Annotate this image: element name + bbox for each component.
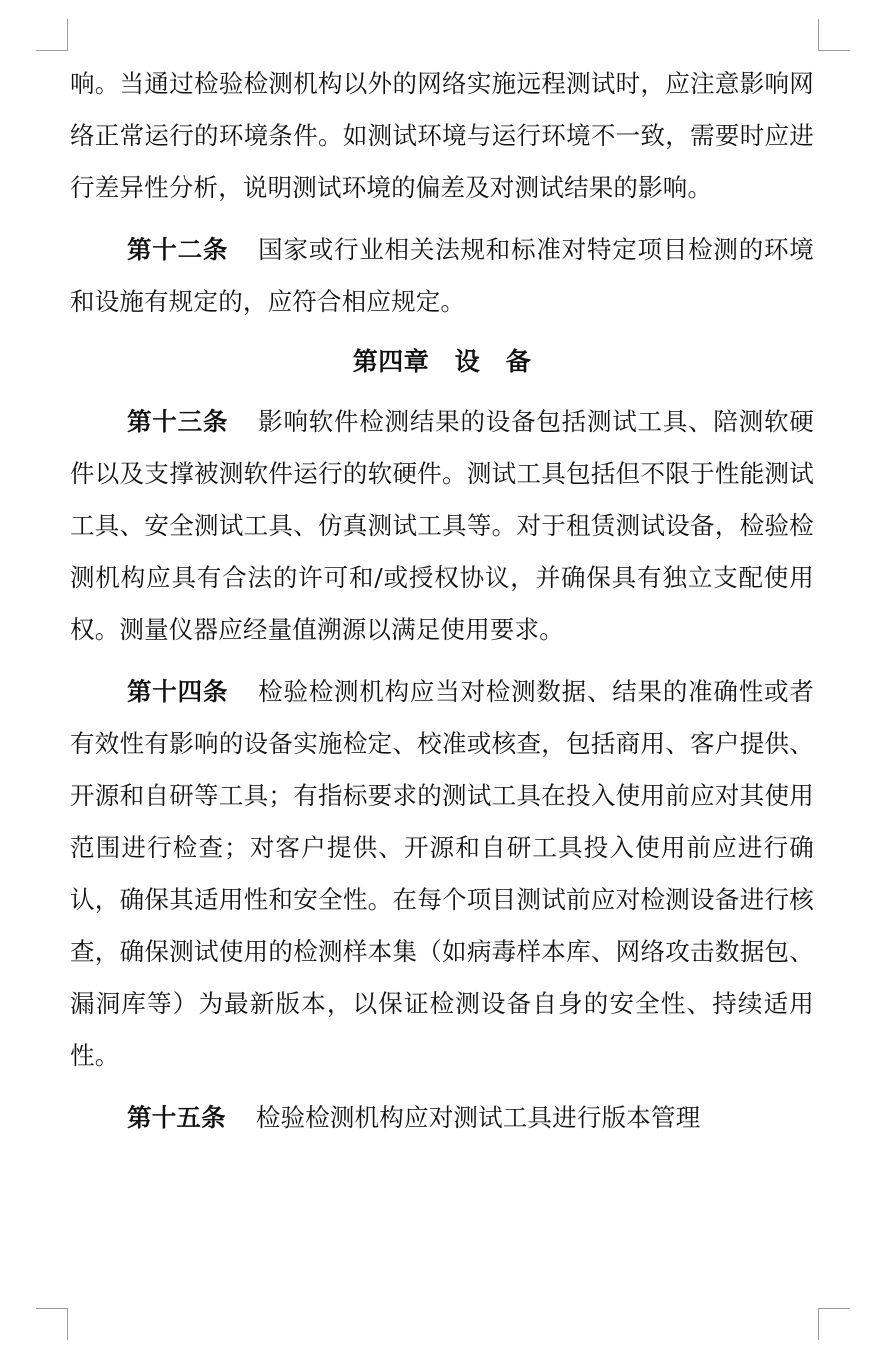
crop-mark-top-right-v <box>818 19 819 51</box>
crop-mark-top-left-v <box>67 19 68 51</box>
article-14-label: 第十四条 <box>127 677 229 706</box>
article-15-label: 第十五条 <box>127 1103 226 1132</box>
article-15-text: 检验检测机构应对测试工具进行版本管理 <box>255 1103 701 1132</box>
crop-mark-bottom-right-h <box>818 1308 850 1309</box>
crop-mark-bottom-left-v <box>67 1308 68 1340</box>
article-12-label: 第十二条 <box>127 235 229 264</box>
article-12-text: 国家或行业相关法规和标准对特定项目检测的环境和设施有规定的，应符合相应规定。 <box>70 235 814 316</box>
chapter-heading: 第四章 设 备 <box>352 347 532 376</box>
crop-mark-top-left-h <box>36 50 68 51</box>
article-12 <box>70 224 814 328</box>
article-13-label: 第十三条 <box>127 407 229 436</box>
document-body <box>70 58 814 1144</box>
article-14 <box>70 666 814 1082</box>
paragraph-continuation: 响。当通过检验检测机构以外的网络实施远程测试时，应注意影响网络正常运行的环境条件。如测试环境与运行环境不一致，需要时应进行差异性分析，说明测试环境的偏差及对测试结果的影响。 <box>70 69 814 202</box>
article-13 <box>70 396 814 656</box>
crop-mark-top-right-h <box>818 50 850 51</box>
crop-mark-bottom-right-v <box>818 1308 819 1340</box>
crop-mark-bottom-left-h <box>36 1308 68 1309</box>
article-14-text: 检验检测机构应当对检测数据、结果的准确性或者有效性有影响的设备实施检定、校准或核查，包括商用、客户提供、开源和自研等工具；有指标要求的测试工具在投入使用前应对其使用范围进行检查；对客户提供、开源和自研工具投入使用前应进行确认，确保其适用性和安全性。在每个项目测试前应对检测设备进行核查，确保测试使用的检测样本集（如病毒样本库、网络攻击数据包、漏洞库等）为最新版本，以保证检测设备自身的安全性、持续适用性。 <box>70 677 814 1070</box>
article-15 <box>70 1092 814 1144</box>
article-13-text: 影响软件检测结果的设备包括测试工具、陪测软硬件以及支撑被测软件运行的软硬件。测试工具包括但不限于性能测试工具、安全测试工具、仿真测试工具等。对于租赁测试设备，检验检测机构应具有合法的许可和/或授权协议，并确保具有独立支配使用权。测量仪器应经量值溯源以满足使用要求。 <box>70 407 814 644</box>
